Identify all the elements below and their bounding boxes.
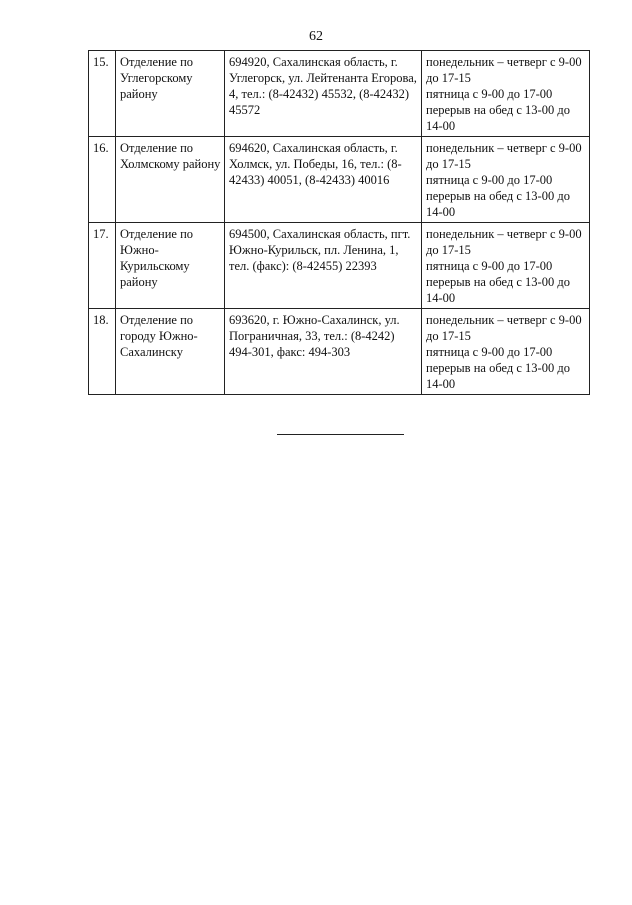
page-number: 62 <box>309 29 323 44</box>
hours-lunch-break: перерыв на обед с 13-00 до 14-00 <box>426 189 570 219</box>
row-number: 16. <box>89 137 116 223</box>
hours-friday: пятница с 9-00 до 17-00 <box>426 259 553 273</box>
hours-weekdays: понедельник – четверг с 9-00 до 17-15 <box>426 227 582 257</box>
hours-friday: пятница с 9-00 до 17-00 <box>426 345 553 359</box>
end-of-document-rule <box>277 434 404 435</box>
office-name: Отделение по Углегорскому району <box>116 51 225 137</box>
hours-weekdays: понедельник – четверг с 9-00 до 17-15 <box>426 313 582 343</box>
office-address: 694920, Сахалинская область, г. Углегорск, ул. Лейтенанта Егорова, 4, тел.: (8-42432) 45532, (8-42432) 45572 <box>225 51 422 137</box>
row-number: 17. <box>89 223 116 309</box>
office-address: 694620, Сахалинская область, г. Холмск, ул. Победы, 16, тел.: (8-42433) 40051, (8-42433) 40016 <box>225 137 422 223</box>
hours-friday: пятница с 9-00 до 17-00 <box>426 87 553 101</box>
table-row <box>89 223 590 309</box>
office-name: Отделение по Холмскому району <box>116 137 225 223</box>
hours-weekdays: понедельник – четверг с 9-00 до 17-15 <box>426 141 582 171</box>
hours-weekdays: понедельник – четверг с 9-00 до 17-15 <box>426 55 582 85</box>
hours-lunch-break: перерыв на обед с 13-00 до 14-00 <box>426 275 570 305</box>
office-hours <box>422 223 590 309</box>
hours-lunch-break: перерыв на обед с 13-00 до 14-00 <box>426 103 570 133</box>
office-address: 693620, г. Южно-Сахалинск, ул. Пограничная, 33, тел.: (8-4242) 494-301, факс: 494-303 <box>225 309 422 395</box>
table-row <box>89 137 590 223</box>
offices-table <box>88 50 590 395</box>
row-number: 15. <box>89 51 116 137</box>
office-name: Отделение по Южно-Курильскому району <box>116 223 225 309</box>
office-hours <box>422 309 590 395</box>
table-row <box>89 309 590 395</box>
hours-lunch-break: перерыв на обед с 13-00 до 14-00 <box>426 361 570 391</box>
office-hours <box>422 51 590 137</box>
hours-friday: пятница с 9-00 до 17-00 <box>426 173 553 187</box>
office-hours <box>422 137 590 223</box>
office-address: 694500, Сахалинская область, пгт. Южно-Курильск, пл. Ленина, 1, тел. (факс): (8-42455) 22393 <box>225 223 422 309</box>
table-row <box>89 51 590 137</box>
office-name: Отделение по городу Южно-Сахалинску <box>116 309 225 395</box>
row-number: 18. <box>89 309 116 395</box>
